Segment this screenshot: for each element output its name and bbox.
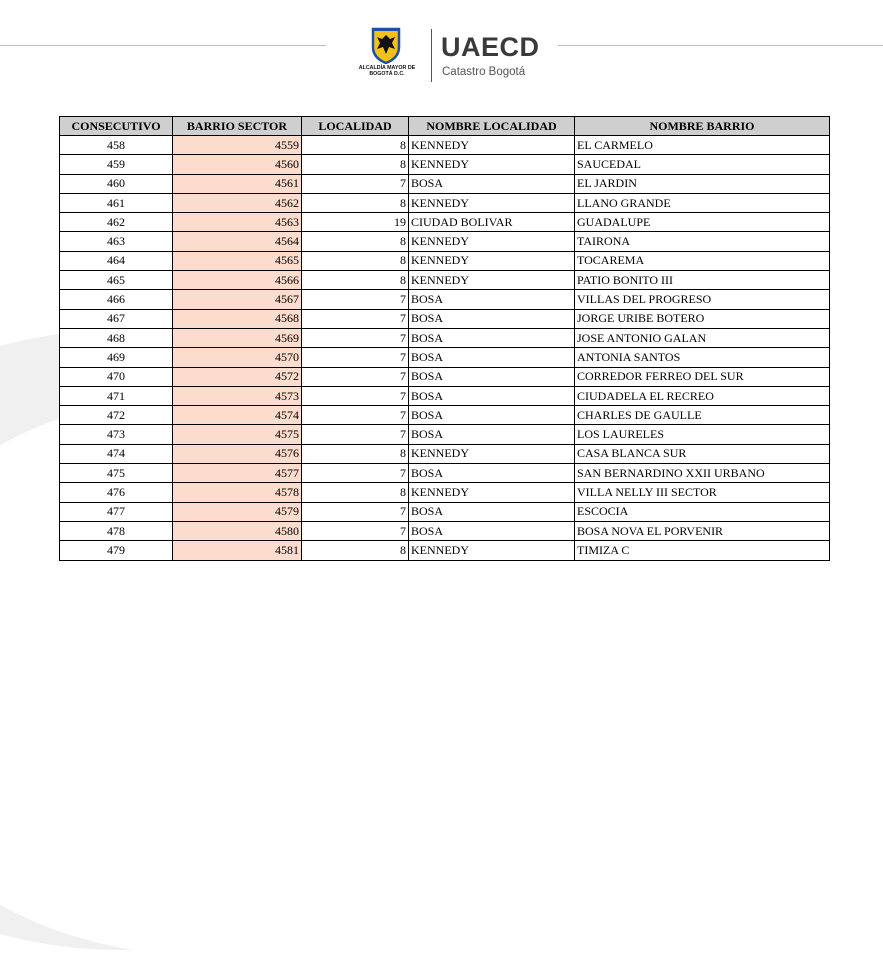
cell-consecutivo: 477 [60, 502, 173, 521]
table-row [60, 136, 830, 155]
cell-consecutivo: 468 [60, 328, 173, 347]
cell-barrio-sector: 4580 [173, 521, 302, 540]
table-row [60, 290, 830, 309]
cell-consecutivo: 459 [60, 155, 173, 174]
cell-barrio-sector: 4566 [173, 271, 302, 290]
cell-localidad: 7 [302, 348, 409, 367]
cell-consecutivo: 458 [60, 136, 173, 155]
cell-nombre-barrio: LLANO GRANDE [575, 193, 830, 212]
cell-nombre-barrio: BOSA NOVA EL PORVENIR [575, 521, 830, 540]
header-rule-right [558, 45, 883, 46]
cell-consecutivo: 470 [60, 367, 173, 386]
cell-nombre-barrio: JORGE URIBE BOTERO [575, 309, 830, 328]
table-row [60, 193, 830, 212]
table-row [60, 386, 830, 405]
cell-consecutivo: 471 [60, 386, 173, 405]
cell-nombre-localidad: KENNEDY [409, 232, 575, 251]
cell-localidad: 8 [302, 136, 409, 155]
cell-nombre-localidad: BOSA [409, 348, 575, 367]
cell-consecutivo: 475 [60, 464, 173, 483]
cell-barrio-sector: 4560 [173, 155, 302, 174]
cell-nombre-localidad: BOSA [409, 174, 575, 193]
table-row [60, 502, 830, 521]
cell-nombre-localidad: BOSA [409, 521, 575, 540]
table-row [60, 309, 830, 328]
cell-localidad: 7 [302, 174, 409, 193]
cell-nombre-barrio: CIUDADELA EL RECREO [575, 386, 830, 405]
table-row [60, 251, 830, 270]
cell-nombre-barrio: JOSE ANTONIO GALAN [575, 328, 830, 347]
table-row [60, 541, 830, 560]
table-row [60, 406, 830, 425]
barrios-table [59, 116, 830, 561]
cell-localidad: 8 [302, 444, 409, 463]
cell-barrio-sector: 4567 [173, 290, 302, 309]
cell-consecutivo: 466 [60, 290, 173, 309]
cell-localidad: 7 [302, 290, 409, 309]
cell-barrio-sector: 4564 [173, 232, 302, 251]
cell-localidad: 8 [302, 251, 409, 270]
cell-barrio-sector: 4574 [173, 406, 302, 425]
cell-nombre-localidad: KENNEDY [409, 136, 575, 155]
table-row [60, 213, 830, 232]
cell-nombre-localidad: BOSA [409, 425, 575, 444]
cell-nombre-barrio: VILLA NELLY III SECTOR [575, 483, 830, 502]
cell-barrio-sector: 4559 [173, 136, 302, 155]
cell-nombre-barrio: EL JARDIN [575, 174, 830, 193]
cell-localidad: 8 [302, 483, 409, 502]
table-row [60, 232, 830, 251]
table-body [60, 136, 830, 561]
cell-nombre-barrio: GUADALUPE [575, 213, 830, 232]
table-row [60, 348, 830, 367]
cell-barrio-sector: 4579 [173, 502, 302, 521]
cell-consecutivo: 476 [60, 483, 173, 502]
cell-nombre-localidad: BOSA [409, 328, 575, 347]
col-header-nombre-barrio: NOMBRE BARRIO [575, 117, 830, 136]
table-row [60, 328, 830, 347]
cell-consecutivo: 464 [60, 251, 173, 270]
cell-consecutivo: 473 [60, 425, 173, 444]
cell-barrio-sector: 4581 [173, 541, 302, 560]
cell-consecutivo: 469 [60, 348, 173, 367]
cell-nombre-barrio: TAIRONA [575, 232, 830, 251]
cell-nombre-localidad: BOSA [409, 464, 575, 483]
logo-divider [431, 29, 432, 82]
cell-barrio-sector: 4568 [173, 309, 302, 328]
cell-consecutivo: 463 [60, 232, 173, 251]
col-header-consecutivo: CONSECUTIVO [60, 117, 173, 136]
cell-localidad: 19 [302, 213, 409, 232]
cell-consecutivo: 460 [60, 174, 173, 193]
cell-localidad: 8 [302, 193, 409, 212]
cell-nombre-barrio: ESCOCIA [575, 502, 830, 521]
cell-nombre-localidad: KENNEDY [409, 251, 575, 270]
cell-consecutivo: 479 [60, 541, 173, 560]
cell-barrio-sector: 4561 [173, 174, 302, 193]
cell-consecutivo: 478 [60, 521, 173, 540]
cell-nombre-localidad: KENNEDY [409, 271, 575, 290]
cell-localidad: 7 [302, 464, 409, 483]
cell-nombre-localidad: KENNEDY [409, 483, 575, 502]
crest-caption: ALCALDÍA MAYOR DE BOGOTÁ D.C. [358, 65, 416, 77]
cell-localidad: 7 [302, 309, 409, 328]
cell-barrio-sector: 4562 [173, 193, 302, 212]
col-header-nombre-localidad: NOMBRE LOCALIDAD [409, 117, 575, 136]
cell-nombre-barrio: SAN BERNARDINO XXII URBANO [575, 464, 830, 483]
cell-barrio-sector: 4563 [173, 213, 302, 232]
col-header-barrio-sector: BARRIO SECTOR [173, 117, 302, 136]
cell-nombre-localidad: KENNEDY [409, 444, 575, 463]
cell-localidad: 7 [302, 367, 409, 386]
cell-nombre-localidad: CIUDAD BOLIVAR [409, 213, 575, 232]
cell-nombre-localidad: BOSA [409, 367, 575, 386]
cell-barrio-sector: 4573 [173, 386, 302, 405]
uaecd-logo [358, 27, 538, 87]
bogota-crest-icon [371, 27, 401, 64]
cell-localidad: 7 [302, 386, 409, 405]
cell-nombre-barrio: ANTONIA SANTOS [575, 348, 830, 367]
cell-nombre-barrio: PATIO BONITO III [575, 271, 830, 290]
cell-nombre-localidad: BOSA [409, 406, 575, 425]
cell-consecutivo: 462 [60, 213, 173, 232]
brand-subtitle: Catastro Bogotá [442, 66, 526, 78]
table-row [60, 521, 830, 540]
cell-nombre-barrio: EL CARMELO [575, 136, 830, 155]
table-row [60, 174, 830, 193]
cell-nombre-barrio: SAUCEDAL [575, 155, 830, 174]
cell-consecutivo: 461 [60, 193, 173, 212]
cell-nombre-barrio: VILLAS DEL PROGRESO [575, 290, 830, 309]
cell-barrio-sector: 4570 [173, 348, 302, 367]
cell-nombre-localidad: KENNEDY [409, 541, 575, 560]
cell-nombre-barrio: CASA BLANCA SUR [575, 444, 830, 463]
table-row [60, 155, 830, 174]
cell-consecutivo: 465 [60, 271, 173, 290]
cell-nombre-localidad: BOSA [409, 290, 575, 309]
cell-consecutivo: 474 [60, 444, 173, 463]
brand-name: UAECD [441, 32, 540, 62]
table-row [60, 367, 830, 386]
table-row [60, 483, 830, 502]
cell-nombre-localidad: BOSA [409, 502, 575, 521]
table-row [60, 271, 830, 290]
cell-nombre-localidad: BOSA [409, 309, 575, 328]
cell-localidad: 7 [302, 521, 409, 540]
cell-consecutivo: 472 [60, 406, 173, 425]
cell-barrio-sector: 4577 [173, 464, 302, 483]
table-row [60, 444, 830, 463]
cell-nombre-localidad: KENNEDY [409, 193, 575, 212]
table-row [60, 464, 830, 483]
cell-nombre-barrio: CHARLES DE GAULLE [575, 406, 830, 425]
cell-localidad: 7 [302, 406, 409, 425]
table-header-row [60, 117, 830, 136]
cell-localidad: 7 [302, 328, 409, 347]
cell-nombre-localidad: BOSA [409, 386, 575, 405]
cell-barrio-sector: 4572 [173, 367, 302, 386]
cell-nombre-barrio: LOS LAURELES [575, 425, 830, 444]
cell-barrio-sector: 4565 [173, 251, 302, 270]
col-header-localidad: LOCALIDAD [302, 117, 409, 136]
cell-barrio-sector: 4569 [173, 328, 302, 347]
cell-barrio-sector: 4576 [173, 444, 302, 463]
cell-localidad: 7 [302, 502, 409, 521]
cell-localidad: 8 [302, 232, 409, 251]
cell-barrio-sector: 4578 [173, 483, 302, 502]
cell-barrio-sector: 4575 [173, 425, 302, 444]
cell-localidad: 8 [302, 155, 409, 174]
cell-localidad: 8 [302, 271, 409, 290]
header-rule-left [0, 45, 326, 46]
cell-nombre-barrio: TIMIZA C [575, 541, 830, 560]
cell-nombre-barrio: CORREDOR FERREO DEL SUR [575, 367, 830, 386]
cell-localidad: 7 [302, 425, 409, 444]
cell-nombre-barrio: TOCAREMA [575, 251, 830, 270]
table-row [60, 425, 830, 444]
cell-nombre-localidad: KENNEDY [409, 155, 575, 174]
cell-localidad: 8 [302, 541, 409, 560]
cell-consecutivo: 467 [60, 309, 173, 328]
